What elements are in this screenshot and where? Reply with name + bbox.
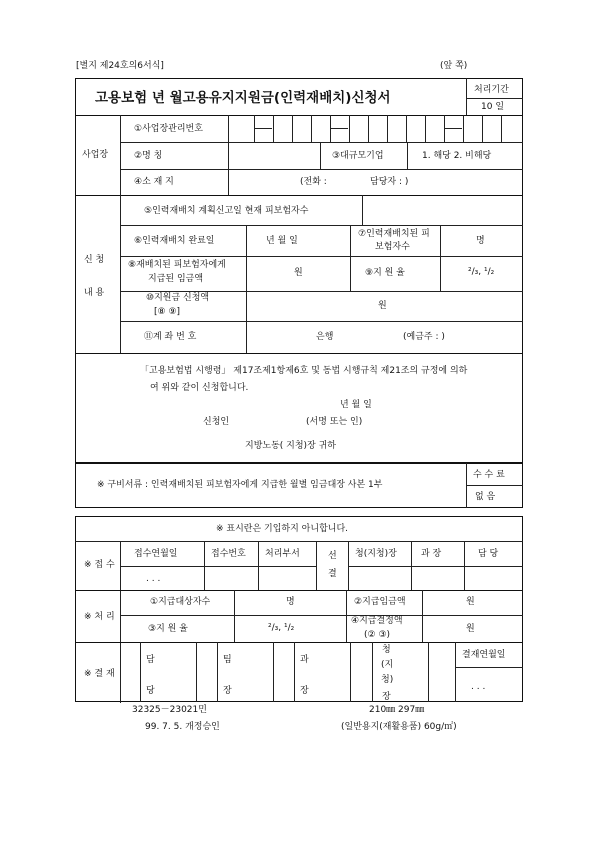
relocated-count-unit[interactable]: 명 [476, 236, 485, 246]
applicant-label: 신청인 [203, 417, 230, 427]
receipt-date-header: 접수연월일 [134, 549, 178, 559]
processing-rate-label: ③지 원 율 [148, 624, 188, 634]
rate-value[interactable]: ²/₃, ¹/₂ [468, 267, 495, 277]
receipt-no-field[interactable] [205, 567, 257, 589]
decided-amount-label-1: ④지급결정액 [351, 616, 403, 626]
approval-note: 99. 7. 5. 개정승인 [145, 722, 220, 732]
section-chief-header: 과 장 [421, 549, 442, 559]
processing-rate-value[interactable]: ²/₃, ¹/₂ [268, 623, 295, 633]
fee-value: 없 음 [475, 492, 496, 502]
account-label: ⑪계 좌 번 호 [144, 332, 197, 342]
paid-wage-unit[interactable]: 원 [466, 597, 475, 607]
chief-header: 청(지청)장 [355, 549, 397, 559]
approval-section-2: 장 [300, 686, 309, 696]
application-date[interactable]: 년 월 일 [340, 400, 372, 410]
application-section-label-2: 내 용 [84, 288, 105, 298]
approval-date-field[interactable]: . . . [471, 682, 486, 692]
approval-chief-3: 청) [381, 675, 394, 685]
paper-spec: (일반용지(재활용품) 60g/㎡) [341, 722, 457, 732]
decision-label-1: 선 [328, 551, 337, 561]
amount-label-2: [⑧ ⑨] [154, 307, 181, 317]
approval-sign-chief[interactable] [395, 643, 427, 701]
account-holder-label[interactable]: (예금주 : ) [403, 332, 445, 342]
completion-date-label: ⑥인력재배치 완료일 [134, 236, 215, 246]
name-field[interactable] [229, 143, 319, 168]
insured-count-label: ⑤인력재배치 계획신고일 현재 피보험자수 [144, 206, 309, 216]
insured-count-field[interactable] [363, 196, 522, 224]
declaration-line-1: 「고용보험법 시행령」 제17조제1항제6호 및 동법 시행규칙 제21조의 규정에 의하 [140, 366, 468, 376]
approval-team-2: 장 [223, 686, 232, 696]
completion-date-field[interactable]: 년 월 일 [266, 236, 298, 246]
processing-period-value: 10 일 [481, 102, 505, 112]
approval-chief-2: (지 [381, 660, 394, 670]
wage-unit[interactable]: 원 [294, 268, 303, 278]
phone-label[interactable]: (전화 : [300, 177, 327, 187]
approval-section-1: 과 [300, 655, 309, 665]
recipient: 지방노동( 지청)장 귀하 [245, 441, 336, 451]
attachment-text: ※ 구비서류 : 인력재배치된 피보험자에게 지급한 월별 임금대장 사본 1부 [97, 480, 383, 490]
decided-amount-label-2: (② ③) [364, 630, 391, 640]
approval-sign-section[interactable] [317, 643, 349, 701]
processing-period-label: 처리기간 [474, 85, 509, 95]
receipt-no-header: 접수번호 [211, 549, 246, 559]
receipt-label: ※ 접 수 [84, 560, 115, 570]
approval-sign-staff[interactable] [163, 643, 195, 701]
page-side: (앞 쪽) [440, 61, 468, 71]
target-count-label: ①지급대상자수 [150, 597, 211, 607]
wage-label-2: 지급된 임금액 [148, 274, 204, 284]
approval-label: ※ 결 재 [84, 669, 115, 679]
staff-header: 담 당 [478, 549, 499, 559]
decision-label-2: 결 [328, 569, 337, 579]
form-number: [별지 제24호의6서식] [76, 61, 164, 71]
approval-staff-1: 담 [146, 655, 155, 665]
wage-label-1: ⑧재배치된 피보험자에게 [128, 260, 226, 270]
paid-wage-label: ②지급임금액 [354, 597, 406, 607]
workplace-section-label: 사업장 [82, 150, 109, 160]
approval-date-header: 결재연월일 [462, 650, 506, 660]
rate-label: ⑨지 원 율 [365, 268, 405, 278]
receipt-date-field[interactable]: . . . [146, 574, 161, 584]
manager-label[interactable]: 담당자 : ) [370, 177, 409, 187]
approval-sign-team[interactable] [240, 643, 272, 701]
name-label: ②명 칭 [134, 151, 163, 161]
paper-size: 210㎜ 297㎜ [369, 705, 425, 715]
target-count-unit[interactable]: 명 [286, 597, 295, 607]
signature-field[interactable]: (서명 또는 인) [306, 417, 363, 427]
declaration-line-2: 여 위와 같이 신청합니다. [150, 383, 249, 393]
large-company-label: ③대규모기업 [332, 151, 384, 161]
decided-amount-unit[interactable]: 원 [466, 624, 475, 634]
relocated-count-label-2: 보험자수 [375, 242, 410, 252]
approval-team-1: 팀 [223, 655, 232, 665]
form-code: 32325－23021민 [132, 705, 207, 715]
dept-header: 처리부서 [265, 549, 300, 559]
form-title: 고용보험 년 월고용유지지원금(인력재배치)신청서 [95, 90, 391, 106]
office-use-notice: ※ 표시란은 기입하지 아니합니다. [216, 524, 349, 534]
processing-label: ※ 처 리 [84, 612, 115, 622]
mgmt-no-label: ①사업장관리번호 [134, 124, 203, 134]
amount-unit[interactable]: 원 [378, 301, 387, 311]
approval-staff-2: 당 [146, 686, 155, 696]
address-label: ④소 재 지 [134, 177, 174, 187]
dept-field[interactable] [259, 567, 315, 589]
relocated-count-label-1: ⑦인력재배치된 피 [358, 229, 430, 239]
large-company-options[interactable]: 1. 해당 2. 비해당 [422, 151, 492, 161]
bank-label[interactable]: 은행 [316, 332, 334, 342]
fee-label: 수 수 료 [473, 470, 505, 480]
amount-label-1: ⑩지원금 신청액 [146, 293, 210, 303]
approval-chief-4: 장 [382, 692, 391, 702]
approval-chief-1: 청 [382, 645, 391, 655]
application-section-label-1: 신 청 [84, 255, 105, 265]
